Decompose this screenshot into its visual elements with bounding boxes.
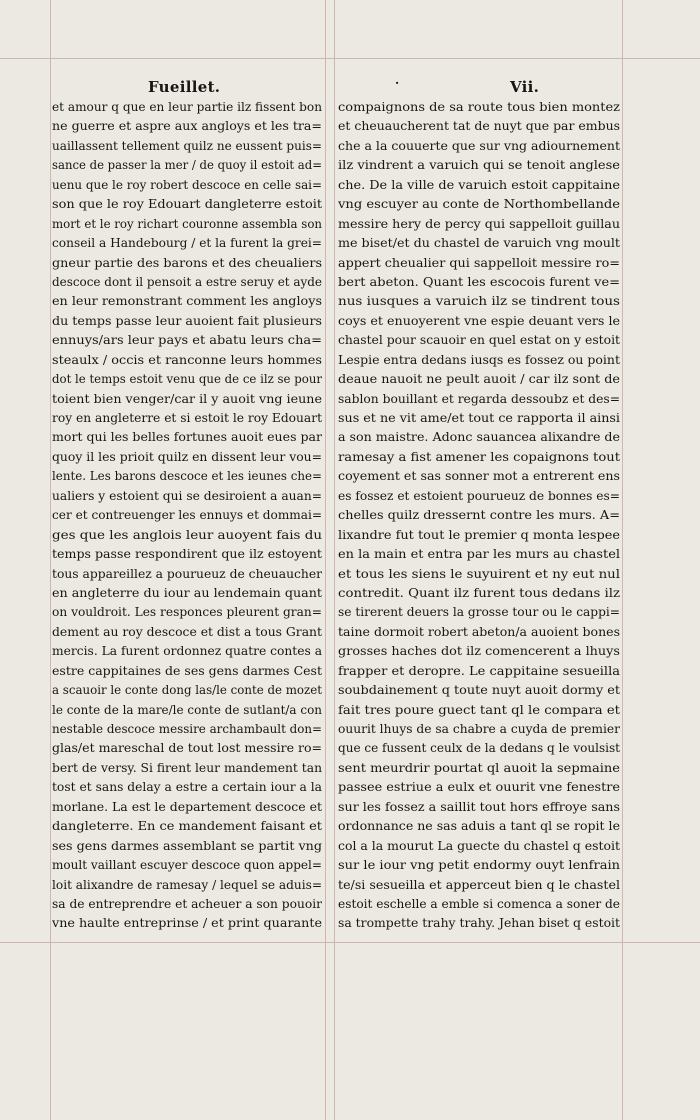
text-line: uaillassent tellement quilz ne eussent puis= xyxy=(52,138,322,153)
text-line: a scauoir le conte dong las/le conte de mozet xyxy=(52,683,322,698)
text-line: messire hery de percy qui sappelloit guillau xyxy=(338,216,620,231)
text-line: a son maistre. Adonc sauancea alixandre de xyxy=(338,430,620,445)
text-line: ramesay a fist amener les copaignons tout xyxy=(338,449,620,464)
text-line: coyement et sas sonner mot a entrerent ens xyxy=(338,469,620,484)
text-line: sur le iour vng petit endormy ouyt lenfrain xyxy=(338,858,620,873)
text-line: bert abeton. Quant les escocois furent ve= xyxy=(338,274,620,289)
text-line: frapper et deropre. Le cappitaine sesueilla xyxy=(338,663,620,678)
text-line: tous appareillez a pourueuz de cheuaucher xyxy=(52,566,322,581)
text-line: que ce fussent ceulx de la dedans q le voulsist xyxy=(338,741,620,756)
text-line: Lespie entra dedans iusqs es fossez ou point xyxy=(338,352,620,367)
text-line: ordonnance ne sas aduis a tant ql se ropit le xyxy=(338,819,620,834)
text-line: nus iusques a varuich ilz se tindrent tous xyxy=(338,294,620,309)
text-line: lente. Les barons descoce et les ieunes che= xyxy=(52,469,322,484)
text-line: conseil a Handebourg / et la furent la grei= xyxy=(52,236,322,251)
text-line: deaue nauoit ne peult auoit / car ilz sont de xyxy=(338,372,620,387)
text-line: uenu que le roy robert descoce en celle sai= xyxy=(52,177,322,192)
text-line: se tirerent deuers la grosse tour ou le cappi= xyxy=(338,605,620,620)
text-line: mercis. La furent ordonnez quatre contes a xyxy=(52,644,322,659)
text-line: soubdainement q toute nuyt auoit dormy et xyxy=(338,683,620,698)
text-line: loit alixandre de ramesay / lequel se aduis= xyxy=(52,877,322,892)
text-line: cer et contreuenger les ennuys et dommai= xyxy=(52,508,322,523)
text-line: sent meurdrir pourtat ql auoit la sepmaine xyxy=(338,760,620,775)
text-line: en leur remonstrant comment les angloys xyxy=(52,294,322,309)
text-line: en angleterre du iour au lendemain quant xyxy=(52,585,322,600)
text-line: vne haulte entreprinse / et print quarante xyxy=(52,916,322,931)
margin-rule-right xyxy=(622,0,623,1120)
text-line: passee estriue a eulx et ouurit vne fenestre xyxy=(338,780,620,795)
text-line: fait tres poure guect tant ql le compara et xyxy=(338,702,620,717)
text-line: et cheuaucherent tat de nuyt que par embus xyxy=(338,119,620,134)
text-line: col a la mourut La guecte du chastel q estoit xyxy=(338,838,620,853)
text-line: vng escuyer au conte de Northombellande xyxy=(338,197,620,212)
bottom-rule xyxy=(0,942,700,943)
text-line: estre cappitaines de ses gens darmes Cest xyxy=(52,663,322,678)
text-line: tost et sans delay a estre a certain iour a la xyxy=(52,780,322,795)
text-line: glas/et mareschal de tout lost messire ro= xyxy=(52,741,322,756)
text-column-right xyxy=(338,98,620,934)
gutter-rule-right xyxy=(334,0,335,1120)
text-line: morlane. La est le departement descoce et xyxy=(52,799,322,814)
text-line: ennuys/ars leur pays et abatu leurs cha= xyxy=(52,333,322,348)
text-line: sus et ne vit ame/et tout ce rapporta il ainsi xyxy=(338,411,620,425)
text-line: sance de passer la mer / de quoy il estoit ad= xyxy=(52,158,322,173)
text-line: coys et enuoyerent vne espie deuant vers le xyxy=(338,313,620,328)
text-line: et amour q que en leur partie ilz fissent bon xyxy=(52,100,322,114)
text-line: le conte de la mare/le conte de sutlant/a con xyxy=(52,702,322,717)
text-line: ne guerre et aspre aux angloys et les tra= xyxy=(52,119,322,134)
text-line: sa de entreprendre et acheuer a son pouoir xyxy=(52,896,322,911)
text-line: temps passe respondirent que ilz estoyent xyxy=(52,547,322,562)
running-head-left: Fueillet. xyxy=(148,78,221,96)
text-line: che. De la ville de varuich estoit cappitaine xyxy=(338,177,620,192)
text-line: appert cheualier qui sappelloit messire ro= xyxy=(338,255,620,270)
margin-rule-left xyxy=(50,0,51,1120)
folio-number: Vii. xyxy=(510,78,540,96)
gutter-rule-left xyxy=(325,0,326,1120)
text-line: toient bien venger/car il y auoit vng ieune xyxy=(52,391,322,406)
text-line: ses gens darmes assemblant se partit vng xyxy=(52,838,322,853)
text-line: on vouldroit. Les responces pleurent gran= xyxy=(52,605,322,620)
text-line: ualiers y estoient qui se desiroient a auan= xyxy=(52,488,322,503)
text-line: ouurit lhuys de sa chabre a cuyda de premier xyxy=(338,722,620,736)
top-rule xyxy=(0,58,700,59)
text-line: sablon bouillant et regarda dessoubz et des= xyxy=(338,391,620,406)
text-line: mort qui les belles fortunes auoit eues par xyxy=(52,430,322,445)
text-line: ges que les anglois leur auoyent fais du xyxy=(52,527,322,542)
text-line: me biset/et du chastel de varuich vng moult xyxy=(338,236,620,251)
text-line: mort et le roy richart couronne assembla son xyxy=(52,216,322,231)
text-line: du temps passe leur auoient fait plusieurs xyxy=(52,313,322,328)
text-line: et tous les siens le suyuirent et ny eut nul xyxy=(338,566,620,581)
text-line: moult vaillant escuyer descoce quon appel= xyxy=(52,858,322,873)
text-line: sur les fossez a saillit tout hors effroye sans xyxy=(338,799,620,814)
text-line: descoce dont il pensoit a estre seruy et ayde xyxy=(52,274,322,289)
text-line: dot le temps estoit venu que de ce ilz se pour xyxy=(52,372,322,387)
text-line: chelles quilz dressernt contre les murs. A= xyxy=(338,508,620,523)
text-line: contredit. Quant ilz furent tous dedans ilz xyxy=(338,585,620,600)
text-line: dangleterre. En ce mandement faisant et xyxy=(52,819,322,834)
running-head-dot: · xyxy=(395,76,400,90)
text-line: nestable descoce messire archambault don= xyxy=(52,722,322,736)
text-line: che a la couuerte que sur vng adiournement xyxy=(338,138,620,153)
text-line: dement au roy descoce et dist a tous Grant xyxy=(52,624,322,639)
text-line: lixandre fut tout le premier q monta lespee xyxy=(338,527,620,542)
text-line: gneur partie des barons et des cheualiers xyxy=(52,255,322,270)
text-line: son que le roy Edouart dangleterre estoit xyxy=(52,197,322,212)
text-line: bert de versy. Si firent leur mandement tan xyxy=(52,760,322,775)
text-line: chastel pour scauoir en quel estat on y estoit xyxy=(338,333,620,348)
text-line: steaulx / occis et ranconne leurs hommes xyxy=(52,352,322,367)
text-line: ilz vindrent a varuich qui se tenoit anglese xyxy=(338,158,620,173)
text-line: quoy il les prioit quilz en dissent leur vou= xyxy=(52,449,322,464)
text-line: sa trompette trahy trahy. Jehan biset q estoit xyxy=(338,916,620,931)
text-line: roy en angleterre et si estoit le roy Edouart xyxy=(52,411,322,425)
text-line: es fossez et estoient pourueuz de bonnes es= xyxy=(338,488,620,503)
text-line: en la main et entra par les murs au chastel xyxy=(338,547,620,562)
text-line: taine dormoit robert abeton/a auoient bones xyxy=(338,624,620,639)
text-line: grosses haches dot ilz comencerent a lhuys xyxy=(338,644,620,659)
text-line: compaignons de sa route tous bien montez xyxy=(338,100,620,114)
text-column-left xyxy=(52,98,322,934)
text-line: estoit eschelle a emble si comenca a soner de xyxy=(338,896,620,911)
text-line: te/si sesueilla et apperceut bien q le chastel xyxy=(338,877,620,892)
